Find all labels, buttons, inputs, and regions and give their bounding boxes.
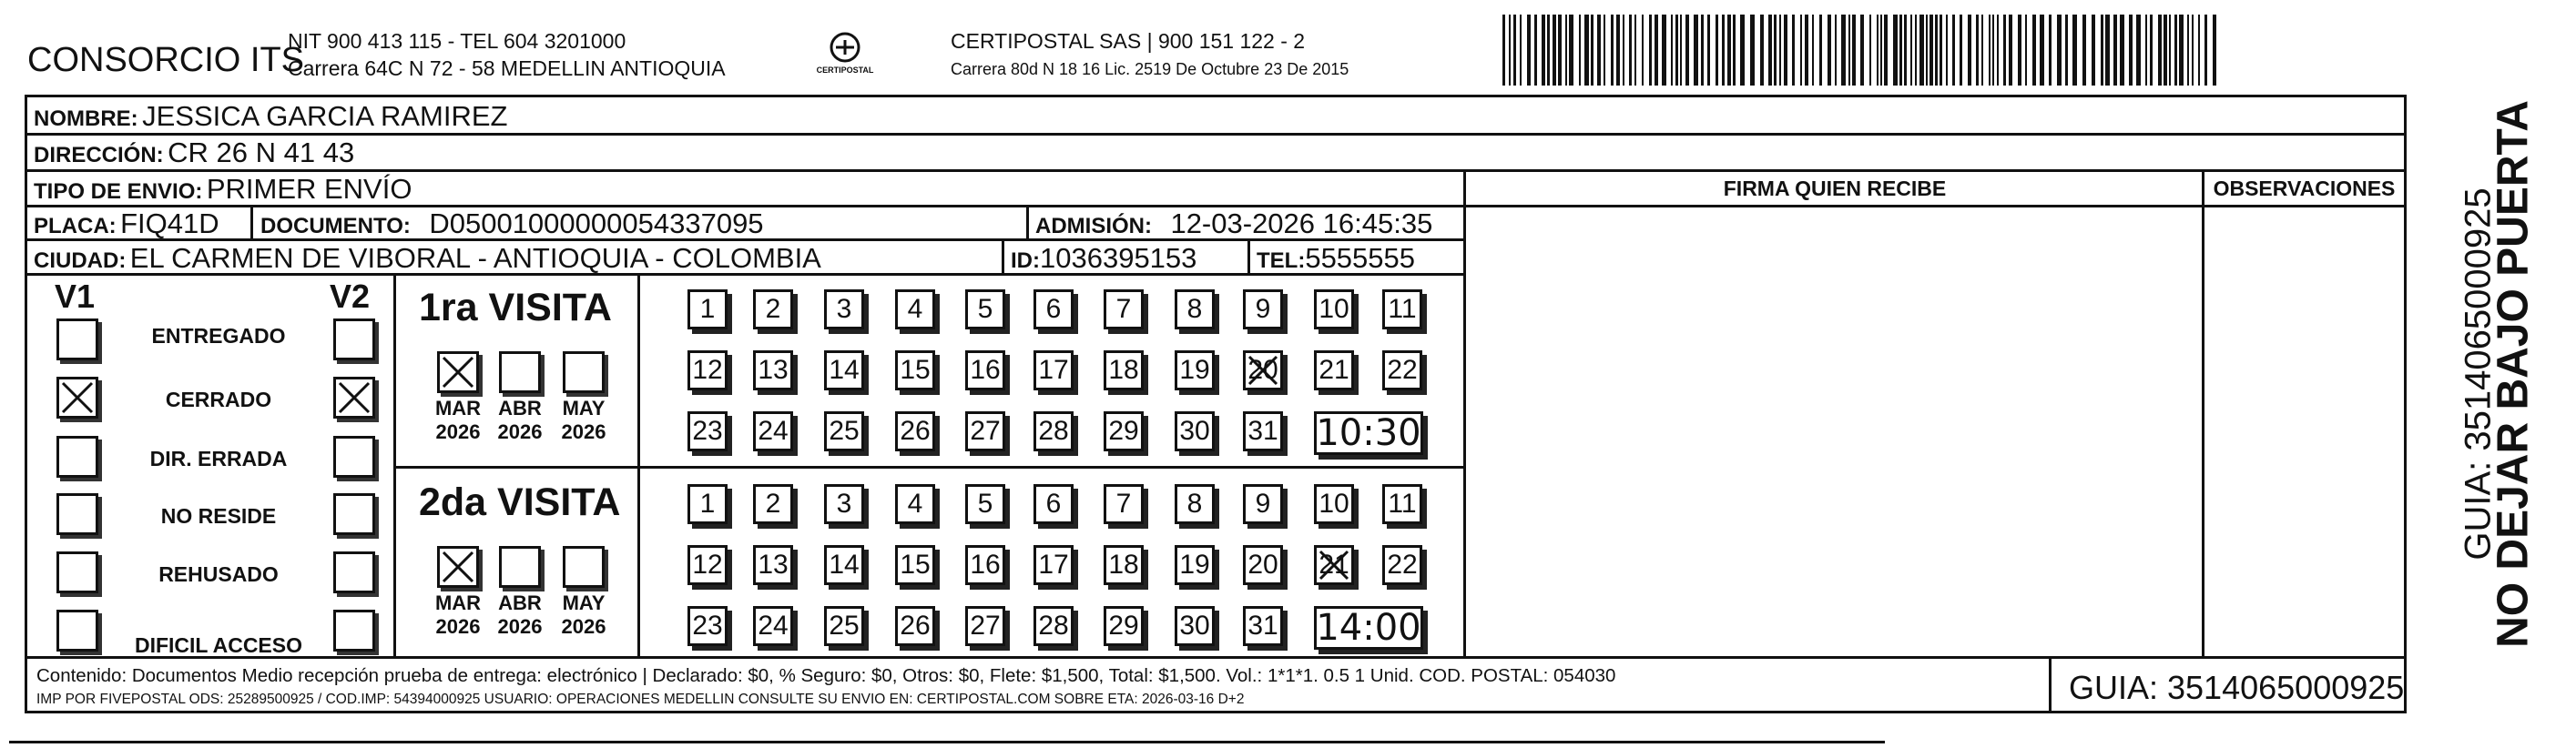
day-number: 4 bbox=[907, 489, 923, 519]
month-checkbox[interactable] bbox=[499, 351, 541, 393]
status-label: NO RESIDE bbox=[160, 504, 277, 528]
day-box[interactable] bbox=[824, 484, 864, 524]
day-box[interactable] bbox=[1243, 411, 1283, 451]
day-box[interactable] bbox=[965, 545, 1005, 585]
firma-header: FIRMA QUIEN RECIBE bbox=[1723, 177, 1947, 200]
nombre-field bbox=[34, 100, 507, 133]
day-number: 12 bbox=[692, 355, 723, 385]
day-number: 20 bbox=[1247, 550, 1278, 580]
day-number: 23 bbox=[692, 416, 723, 446]
month-label: ABR 2026 bbox=[497, 591, 543, 638]
v2-checkbox[interactable] bbox=[333, 610, 375, 652]
ciudad-field bbox=[34, 242, 821, 275]
day-number: 5 bbox=[977, 489, 993, 519]
day-number: 22 bbox=[1387, 550, 1418, 580]
tipo-envio-value: PRIMER ENVÍO bbox=[206, 173, 412, 205]
direccion-value: CR 26 N 41 43 bbox=[168, 136, 355, 168]
day-box[interactable] bbox=[1382, 545, 1422, 585]
day-number: 14 bbox=[829, 550, 860, 580]
day-box[interactable] bbox=[965, 606, 1005, 646]
day-box[interactable] bbox=[1314, 289, 1354, 329]
day-number: 13 bbox=[758, 355, 789, 385]
day-number: 9 bbox=[1255, 294, 1271, 324]
day-box[interactable] bbox=[965, 411, 1005, 451]
admision-value: 12-03-2026 16:45:35 bbox=[1170, 207, 1433, 239]
documento-value: D05001000000054337095 bbox=[429, 207, 764, 239]
day-box[interactable] bbox=[1104, 484, 1144, 524]
day-number: 20 bbox=[1247, 355, 1278, 385]
day-number: 29 bbox=[1108, 611, 1139, 641]
status-label: REHUSADO bbox=[158, 562, 279, 586]
day-number: 27 bbox=[970, 416, 1001, 446]
day-number: 15 bbox=[900, 550, 931, 580]
v2-checkbox[interactable] bbox=[333, 551, 375, 593]
tel-label: TEL: bbox=[1257, 248, 1306, 273]
day-box[interactable] bbox=[895, 411, 935, 451]
day-box[interactable] bbox=[753, 289, 793, 329]
direccion-label: DIRECCIÓN: bbox=[34, 143, 164, 167]
nombre-label: NOMBRE: bbox=[34, 106, 138, 131]
day-box[interactable] bbox=[753, 606, 793, 646]
day-box[interactable] bbox=[824, 350, 864, 390]
observaciones-area[interactable] bbox=[2204, 207, 2404, 656]
day-number: 31 bbox=[1247, 416, 1278, 446]
day-box[interactable] bbox=[687, 350, 728, 390]
company-name: CONSORCIO ITS bbox=[27, 41, 305, 79]
day-box[interactable] bbox=[1175, 606, 1215, 646]
day-box[interactable] bbox=[824, 411, 864, 451]
day-box[interactable] bbox=[895, 289, 935, 329]
day-number: 17 bbox=[1038, 355, 1069, 385]
month-label: MAR 2026 bbox=[434, 591, 482, 638]
day-number: 28 bbox=[1038, 611, 1069, 641]
day-box[interactable] bbox=[753, 484, 793, 524]
certipostal-logo bbox=[809, 29, 881, 84]
month-checkbox[interactable] bbox=[563, 351, 605, 393]
day-box[interactable] bbox=[1033, 289, 1074, 329]
day-number: 8 bbox=[1186, 294, 1203, 324]
v2-checkbox[interactable] bbox=[333, 318, 375, 360]
id-field bbox=[1011, 242, 1196, 275]
day-number: 18 bbox=[1108, 550, 1139, 580]
day-number: 22 bbox=[1387, 355, 1418, 385]
v1-checkbox[interactable] bbox=[56, 436, 98, 478]
day-number: 15 bbox=[900, 355, 931, 385]
day-box[interactable] bbox=[895, 545, 935, 585]
day-number: 25 bbox=[829, 416, 860, 446]
day-number: 30 bbox=[1179, 611, 1210, 641]
visit-title: 1ra VISITA bbox=[419, 286, 612, 329]
side-no-dejar: NO DEJAR BAJO PUERTA bbox=[2489, 100, 2538, 648]
placa-value: FIQ41D bbox=[120, 207, 219, 239]
v2-checkbox[interactable] bbox=[333, 377, 375, 419]
day-box[interactable] bbox=[895, 606, 935, 646]
v1-checkbox[interactable] bbox=[56, 493, 98, 535]
barcode bbox=[1502, 15, 2222, 86]
day-number: 10 bbox=[1319, 294, 1349, 324]
status-label: DIR. ERRADA bbox=[149, 447, 288, 470]
day-box[interactable] bbox=[1104, 289, 1144, 329]
day-number: 19 bbox=[1179, 355, 1210, 385]
v1-checkbox[interactable] bbox=[56, 318, 98, 360]
status-label: ENTREGADO bbox=[151, 324, 286, 348]
day-number: 8 bbox=[1186, 489, 1203, 519]
observaciones-header: OBSERVACIONES bbox=[2213, 177, 2396, 200]
day-number: 1 bbox=[699, 489, 716, 519]
day-box[interactable] bbox=[824, 289, 864, 329]
day-number: 26 bbox=[900, 416, 931, 446]
id-label: ID: bbox=[1011, 248, 1040, 273]
firma-area[interactable] bbox=[1466, 207, 2202, 656]
day-box[interactable] bbox=[1033, 545, 1074, 585]
ciudad-value: EL CARMEN DE VIBORAL - ANTIOQUIA - COLOMBIA bbox=[129, 242, 821, 274]
day-box[interactable] bbox=[1033, 606, 1074, 646]
documento-label: DOCUMENTO: bbox=[260, 214, 411, 238]
day-box[interactable] bbox=[1314, 350, 1354, 390]
day-box[interactable] bbox=[1033, 484, 1074, 524]
v2-label: V2 bbox=[330, 278, 371, 315]
day-number: 24 bbox=[758, 416, 789, 446]
status-label: DIFICIL ACCESO bbox=[134, 633, 302, 657]
company-nit: NIT 900 413 115 - TEL 604 3201000 bbox=[288, 29, 626, 53]
month-checkbox[interactable] bbox=[437, 351, 479, 393]
day-number: 4 bbox=[907, 294, 923, 324]
day-number: 13 bbox=[758, 550, 789, 580]
placa-field bbox=[34, 207, 219, 240]
day-number: 1 bbox=[699, 294, 716, 324]
day-box[interactable] bbox=[1175, 411, 1215, 451]
v2-checkbox[interactable] bbox=[333, 436, 375, 478]
side-guia-text: GUIA: 3514065000925 bbox=[2458, 187, 2499, 561]
day-box[interactable] bbox=[1175, 545, 1215, 585]
day-box[interactable] bbox=[1314, 545, 1354, 585]
day-number: 16 bbox=[970, 355, 1001, 385]
month-checkbox[interactable] bbox=[563, 546, 605, 588]
day-number: 23 bbox=[692, 611, 723, 641]
day-number: 16 bbox=[970, 550, 1001, 580]
month-label: MAY 2026 bbox=[561, 397, 606, 443]
logo-text: CERTIPOSTAL bbox=[816, 66, 874, 75]
day-box[interactable] bbox=[687, 545, 728, 585]
day-box[interactable] bbox=[1033, 411, 1074, 451]
visit-title: 2da VISITA bbox=[419, 480, 621, 524]
day-number: 30 bbox=[1179, 416, 1210, 446]
day-number: 3 bbox=[836, 294, 852, 324]
time-box[interactable]: 10:30 bbox=[1314, 411, 1423, 455]
day-box[interactable] bbox=[824, 545, 864, 585]
status-label: CERRADO bbox=[165, 388, 272, 411]
day-box[interactable] bbox=[1382, 289, 1422, 329]
v1-label: V1 bbox=[55, 278, 96, 315]
day-number: 11 bbox=[1388, 294, 1417, 324]
day-box[interactable] bbox=[965, 289, 1005, 329]
day-box[interactable] bbox=[1175, 484, 1215, 524]
ciudad-label: CIUDAD: bbox=[34, 248, 127, 273]
imp-text: IMP POR FIVEPOSTAL ODS: 25289500925 / COD.IMP: 54394000925 USUARIO: OPERACIONES MEDELLIN CONSULTE SU ENVIO EN: CERTIPOSTAL.COM SOBRE ETA: 2026-03-16 D+2 bbox=[36, 692, 1245, 707]
day-number: 11 bbox=[1388, 489, 1417, 519]
day-box[interactable] bbox=[1243, 606, 1283, 646]
v2-checkbox[interactable] bbox=[333, 493, 375, 535]
month-label: MAR 2026 bbox=[434, 397, 482, 443]
footer-guia: GUIA: 3514065000925 bbox=[2069, 669, 2405, 706]
day-number: 24 bbox=[758, 611, 789, 641]
day-box[interactable] bbox=[687, 411, 728, 451]
day-number: 27 bbox=[970, 611, 1001, 641]
month-label: ABR 2026 bbox=[497, 397, 543, 443]
day-box[interactable] bbox=[1314, 484, 1354, 524]
day-number: 9 bbox=[1255, 489, 1271, 519]
day-box[interactable] bbox=[1382, 484, 1422, 524]
month-checkbox[interactable] bbox=[437, 546, 479, 588]
day-box[interactable] bbox=[753, 350, 793, 390]
day-box[interactable] bbox=[687, 484, 728, 524]
day-box[interactable] bbox=[1104, 350, 1144, 390]
day-number: 28 bbox=[1038, 416, 1069, 446]
day-box[interactable] bbox=[1243, 484, 1283, 524]
tel-field bbox=[1257, 242, 1415, 275]
placa-label: PLACA: bbox=[34, 214, 117, 238]
day-box[interactable] bbox=[1382, 350, 1422, 390]
nombre-value: JESSICA GARCIA RAMIREZ bbox=[142, 100, 508, 132]
day-box[interactable] bbox=[1243, 545, 1283, 585]
day-number: 12 bbox=[692, 550, 723, 580]
day-number: 2 bbox=[765, 294, 781, 324]
day-number: 21 bbox=[1319, 550, 1349, 580]
day-number: 6 bbox=[1045, 294, 1062, 324]
certipostal-address: Carrera 80d N 18 16 Lic. 2519 De Octubre 23 De 2015 bbox=[951, 60, 1349, 78]
certipostal-name: CERTIPOSTAL SAS | 900 151 122 - 2 bbox=[951, 29, 1306, 53]
day-number: 19 bbox=[1179, 550, 1210, 580]
day-number: 26 bbox=[900, 611, 931, 641]
day-number: 21 bbox=[1319, 355, 1349, 385]
day-box[interactable] bbox=[1175, 289, 1215, 329]
day-box[interactable] bbox=[687, 606, 728, 646]
day-box[interactable] bbox=[965, 350, 1005, 390]
day-number: 17 bbox=[1038, 550, 1069, 580]
day-number: 7 bbox=[1115, 489, 1132, 519]
day-box[interactable] bbox=[1243, 350, 1283, 390]
documento-field bbox=[260, 207, 764, 240]
day-box[interactable] bbox=[895, 484, 935, 524]
day-box[interactable] bbox=[1104, 545, 1144, 585]
day-box[interactable] bbox=[1175, 350, 1215, 390]
tipo-envio-label: TIPO DE ENVIO: bbox=[34, 179, 203, 204]
day-number: 6 bbox=[1045, 489, 1062, 519]
day-number: 18 bbox=[1108, 355, 1139, 385]
day-box[interactable] bbox=[1104, 411, 1144, 451]
day-number: 5 bbox=[977, 294, 993, 324]
day-number: 2 bbox=[765, 489, 781, 519]
day-box[interactable] bbox=[1104, 606, 1144, 646]
direccion-field bbox=[34, 136, 354, 169]
tel-value: 5555555 bbox=[1305, 242, 1416, 274]
day-number: 31 bbox=[1247, 611, 1278, 641]
admision-field bbox=[1035, 207, 1432, 240]
day-number: 10 bbox=[1319, 489, 1349, 519]
v1-checkbox[interactable] bbox=[56, 377, 98, 419]
day-number: 29 bbox=[1108, 416, 1139, 446]
month-checkbox[interactable] bbox=[499, 546, 541, 588]
month-label: MAY 2026 bbox=[561, 591, 606, 638]
day-box[interactable] bbox=[1033, 350, 1074, 390]
contenido-text: Contenido: Documentos Medio recepción prueba de entrega: electrónico | Declarado: $0, % Seguro: $0, Otros: $0, Flete: $1,500, Total: $1,500. Vol.: 1*1*1. 0.5 1 Unid. COD. POSTAL: 054030 bbox=[36, 665, 1616, 686]
day-box[interactable] bbox=[895, 350, 935, 390]
v1-checkbox[interactable] bbox=[56, 551, 98, 593]
day-number: 3 bbox=[836, 489, 852, 519]
day-number: 25 bbox=[829, 611, 860, 641]
day-box[interactable] bbox=[753, 411, 793, 451]
v1-checkbox[interactable] bbox=[56, 610, 98, 652]
day-box[interactable] bbox=[687, 289, 728, 329]
tipo-envio-field bbox=[34, 173, 412, 206]
day-box[interactable] bbox=[753, 545, 793, 585]
day-number: 14 bbox=[829, 355, 860, 385]
day-box[interactable] bbox=[965, 484, 1005, 524]
day-number: 7 bbox=[1115, 294, 1132, 324]
day-box[interactable] bbox=[1243, 289, 1283, 329]
id-value: 1036395153 bbox=[1040, 242, 1197, 274]
admision-label: ADMISIÓN: bbox=[1035, 214, 1152, 238]
time-box[interactable]: 14:00 bbox=[1314, 606, 1423, 650]
company-address: Carrera 64C N 72 - 58 MEDELLIN ANTIOQUIA bbox=[288, 56, 726, 80]
day-box[interactable] bbox=[824, 606, 864, 646]
